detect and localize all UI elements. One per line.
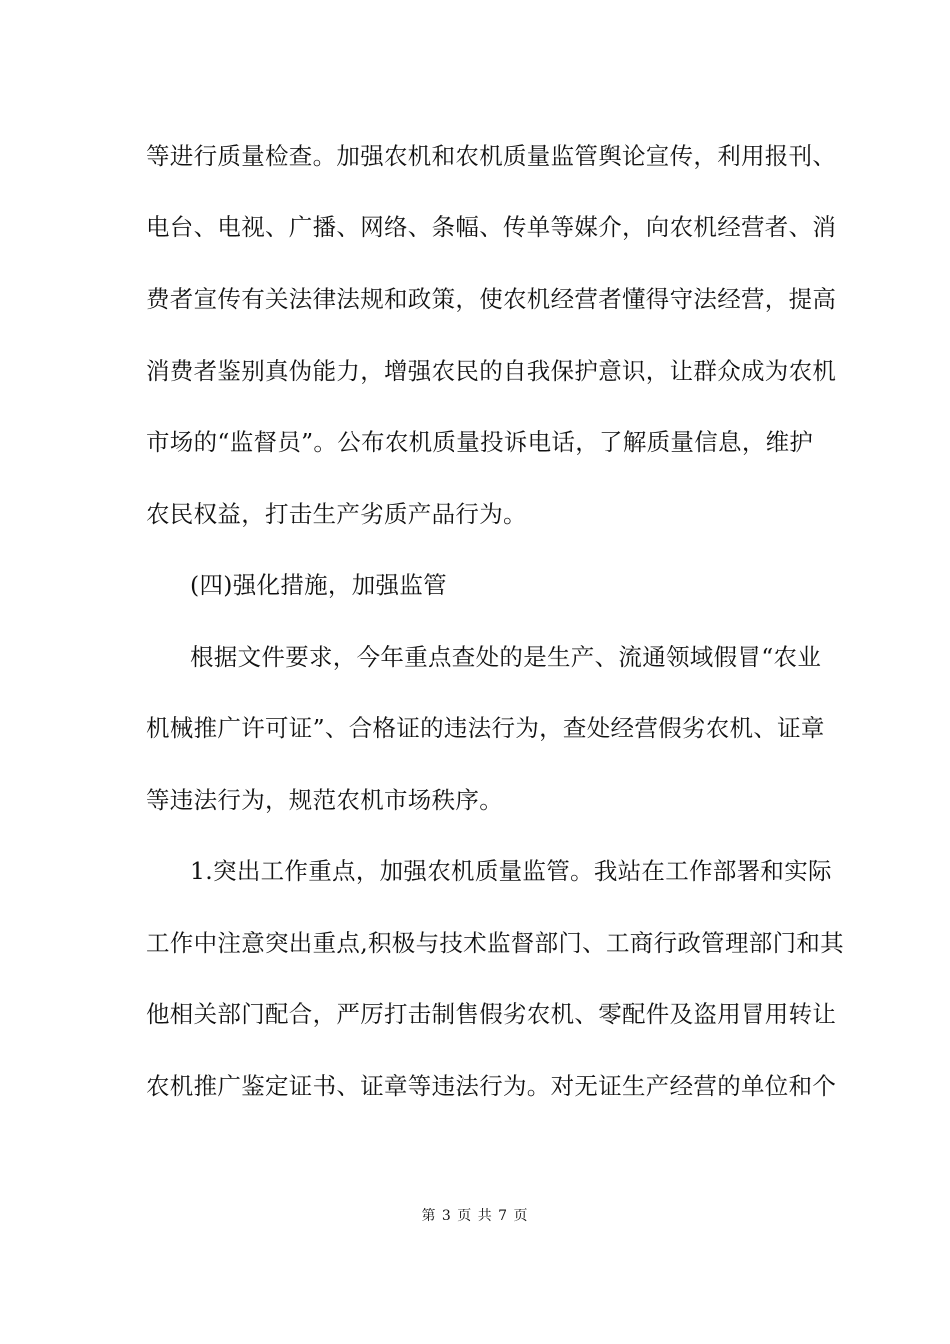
- page-footer: 第 3 页 共 7 页: [421, 1208, 529, 1224]
- body-text-line: 等进行质量检查。加强农机和农机质量监管舆论宣传，利用报刊、: [146, 142, 837, 170]
- body-text-line: 费者宣传有关法律法规和政策，使农机经营者懂得守法经营，提高: [146, 285, 837, 313]
- body-text-line: 消费者鉴别真伪能力，增强农民的自我保护意识，让群众成为农机: [146, 357, 837, 385]
- body-text-line: 工作中注意突出重点,积极与技术监督部门、工商行政管理部门和其: [146, 929, 844, 957]
- section-heading: (四)强化措施，加强监管: [190, 571, 447, 599]
- body-text-line: 农机推广鉴定证书、证章等违法行为。对无证生产经营的单位和个: [146, 1072, 837, 1100]
- body-text-line: 1.突出工作重点，加强农机质量监管。我站在工作部署和实际: [190, 857, 832, 885]
- body-text-line: 根据文件要求，今年重点查处的是生产、流通领域假冒“农业: [190, 643, 822, 671]
- body-text-line: 电台、电视、广播、网络、条幅、传单等媒介，向农机经营者、消: [146, 213, 837, 241]
- body-text-line: 市场的“监督员”。公布农机质量投诉电话，了解质量信息，维护: [146, 428, 814, 456]
- body-text-line: 农民权益，打击生产劣质产品行为。: [146, 500, 527, 528]
- body-text-line: 机械推广许可证”、合格证的违法行为，查处经营假劣农机、证章: [146, 714, 825, 742]
- body-text-line: 等违法行为，规范农机市场秩序。: [146, 786, 503, 814]
- body-text-line: 他相关部门配合，严厉打击制售假劣农机、零配件及盗用冒用转让: [146, 1000, 837, 1028]
